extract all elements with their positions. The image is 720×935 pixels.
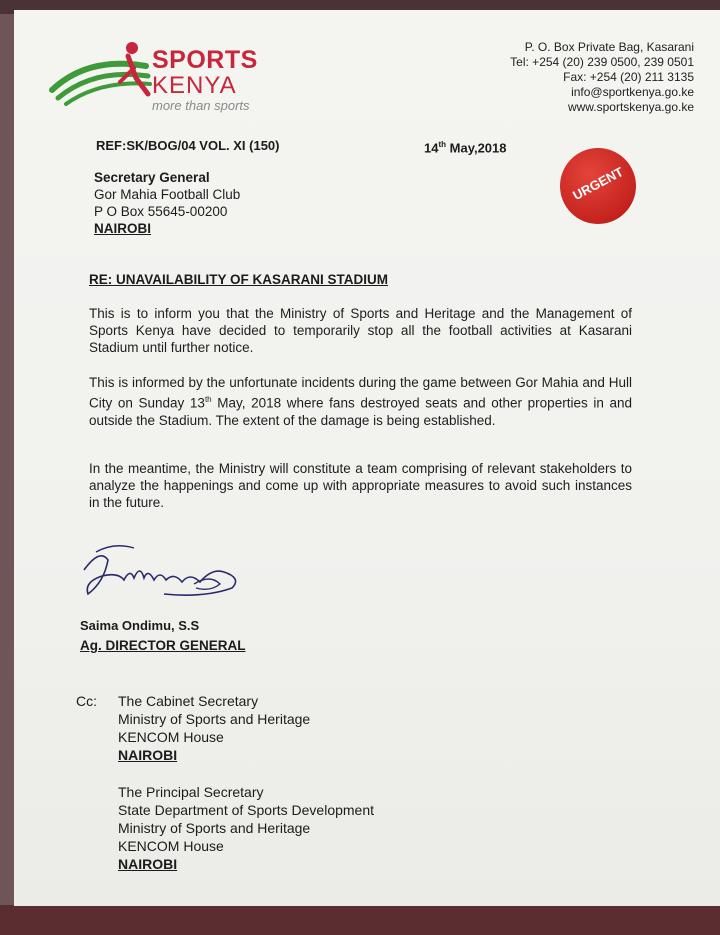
body-paragraph-3: In the meantime, the Ministry will constitute a team comprising of relevant stakeholders to analyze the happenings and come up with appropriate measures to avoid such instances in the future.: [89, 461, 632, 510]
cc1-building: KENCOM House: [118, 729, 224, 745]
cc1-title: The Cabinet Secretary: [118, 693, 259, 709]
cc-label: Cc:: [76, 693, 97, 709]
photo-bottom-edge: [0, 905, 720, 935]
letter-date: 14th May,2018: [424, 140, 507, 156]
reference-number: REF:SK/BOG/04 VOL. XI (150): [96, 138, 280, 153]
address-line: P. O. Box Private Bag, Kasarani: [524, 40, 694, 54]
cc1-ministry: Ministry of Sports and Heritage: [118, 711, 311, 727]
letter-page: [14, 10, 720, 906]
cc2-title: The Principal Secretary: [118, 784, 264, 800]
sports-kenya-logo-icon: [48, 38, 168, 108]
recipient-city: NAIROBI: [94, 221, 151, 236]
signatory-title: Ag. DIRECTOR GENERAL: [80, 638, 246, 653]
handwritten-signature: [74, 538, 254, 608]
letter-subject: RE: UNAVAILABILITY OF KASARANI STADIUM: [89, 272, 388, 287]
logo-tagline: more than sports: [152, 98, 250, 113]
recipient-box: P O Box 55645-00200: [94, 204, 228, 219]
body-paragraph-2: This is informed by the unfortunate incidents during the game between Gor Mahia and Hull City on Sunday 13th May, 2018 where fans destroyed seats and other properties in and outside the Stadium. The extent of the damage is being established.: [89, 375, 632, 428]
address-email: info@sportkenya.go.ke: [571, 85, 694, 99]
recipient-title: Secretary General: [94, 170, 210, 185]
signatory-name: Saima Ondimu, S.S: [80, 618, 200, 633]
cc2-ministry: Ministry of Sports and Heritage: [118, 820, 311, 836]
cc1-city: NAIROBI: [118, 747, 178, 763]
address-phone: Tel: +254 (20) 239 0500, 239 0501: [510, 55, 694, 69]
cc2-department: State Department of Sports Development: [118, 802, 375, 818]
urgent-stamp: [560, 148, 636, 224]
recipient-org: Gor Mahia Football Club: [94, 187, 241, 202]
address-fax: Fax: +254 (20) 211 3135: [563, 70, 694, 84]
cc2-building: KENCOM House: [118, 838, 224, 854]
logo-brand-kenya: KENYA: [152, 72, 237, 99]
body-paragraph-1: This is to inform you that the Ministry of Sports and Heritage and the Management of Sports Kenya have decided to temporarily stop all the football activities at Kasarani Stadium until further notice.: [89, 306, 632, 355]
address-website: www.sportskenya.go.ke: [567, 100, 694, 114]
cc2-city: NAIROBI: [118, 856, 178, 872]
urgent-stamp-label: URGENT: [570, 163, 626, 204]
logo-brand-sports: SPORTS: [152, 46, 258, 74]
